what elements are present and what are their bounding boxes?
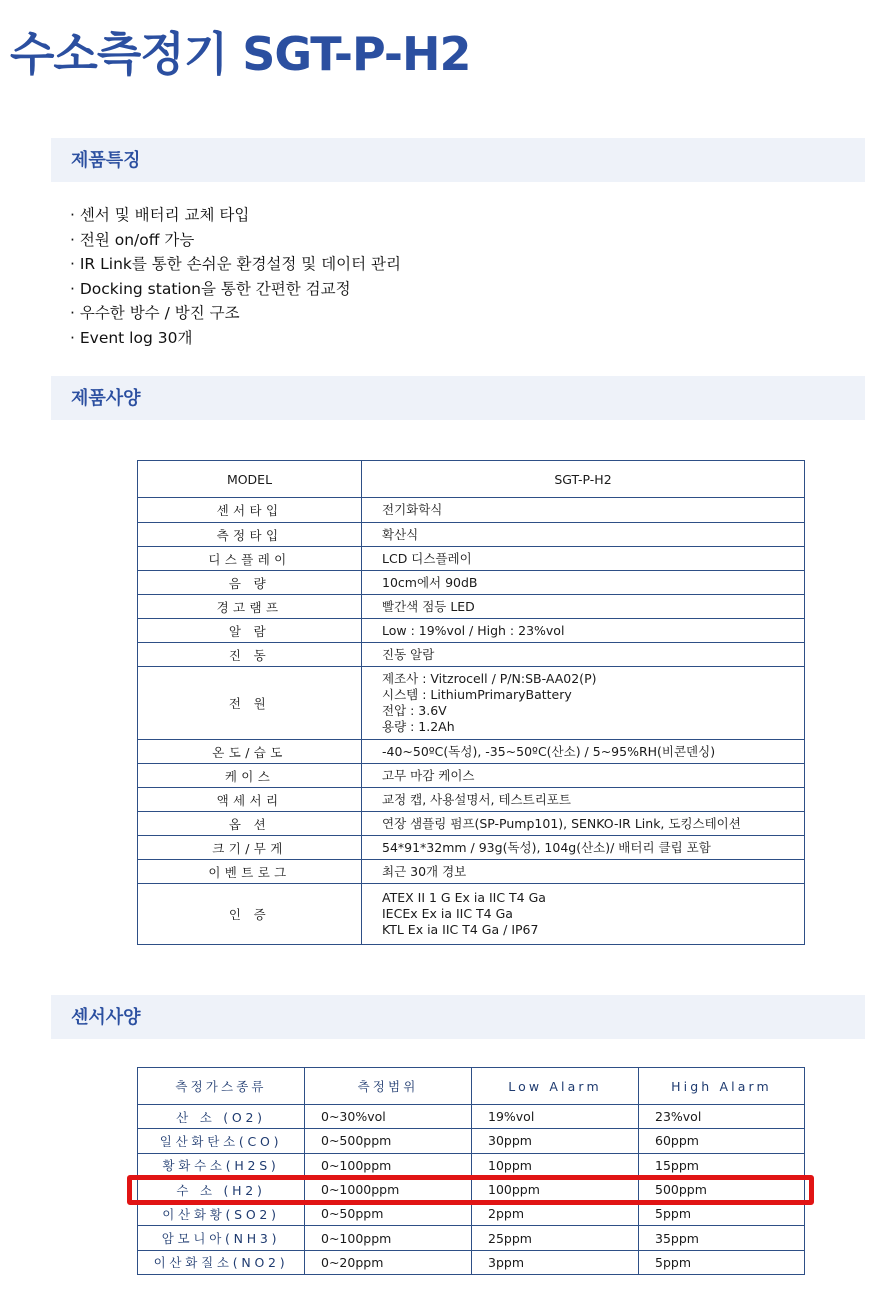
spec-value — [362, 595, 805, 619]
sensor-row — [138, 1153, 805, 1177]
sensor-range: 0~1000ppm — [305, 1177, 472, 1201]
sensor-low-alarm: 3ppm — [472, 1250, 639, 1274]
spec-value — [362, 498, 805, 523]
spec-value — [362, 836, 805, 860]
spec-value-line: 진동 알람 — [382, 646, 435, 662]
spec-header-model: MODEL — [138, 461, 362, 498]
spec-header-row — [138, 461, 805, 498]
spec-label: 음 량 — [138, 571, 362, 595]
sensor-gas: 수 소 (H2) — [138, 1177, 305, 1201]
sensor-header-gas: 측정가스종류 — [138, 1068, 305, 1105]
spec-label: 이벤트로그 — [138, 860, 362, 884]
spec-row — [138, 812, 805, 836]
sensor-header-low-alarm: Low Alarm — [472, 1068, 639, 1105]
spec-value-line: 54*91*32mm / 93g(독성), 104g(산소)/ 배터리 클립 포함 — [382, 839, 711, 855]
highlight-box — [127, 1175, 814, 1205]
spec-value-line: 전기화학식 — [382, 502, 443, 517]
sensor-gas: 암모니아(NH3) — [138, 1226, 305, 1250]
spec-row — [138, 619, 805, 643]
section-spec-heading: 제품사양 — [51, 376, 865, 420]
sensor-header-high-alarm: High Alarm — [639, 1068, 805, 1105]
spec-value — [362, 860, 805, 884]
spec-row — [138, 667, 805, 740]
sensor-high-alarm: 5ppm — [639, 1250, 805, 1274]
spec-value-line: -40~50ºC(독성), -35~50ºC(산소) / 5~95%RH(비콘덴싱) — [382, 743, 716, 759]
feature-item: · IR Link를 통한 손쉬운 환경설정 및 데이터 관리 — [70, 255, 401, 273]
sensor-row — [138, 1250, 805, 1274]
spec-value — [362, 667, 805, 740]
spec-value-line: 연장 샘플링 펌프(SP-Pump101), SENKO-IR Link, 도킹스테이션 — [382, 815, 741, 831]
spec-row — [138, 860, 805, 884]
sensor-row — [138, 1105, 805, 1129]
spec-label: 인 증 — [138, 884, 362, 945]
spec-value — [362, 884, 805, 945]
spec-header-value: SGT-P-H2 — [362, 461, 805, 498]
spec-value-line: 용량 : 1.2Ah — [382, 719, 455, 734]
sensor-high-alarm: 23%vol — [639, 1105, 805, 1129]
sensor-high-alarm: 35ppm — [639, 1226, 805, 1250]
sensor-range: 0~50ppm — [305, 1202, 472, 1226]
spec-label: 알 람 — [138, 619, 362, 643]
section-sensor-heading: 센서사양 — [51, 995, 865, 1039]
spec-value-line: 최근 30개 경보 — [382, 863, 467, 879]
feature-item: · 센서 및 배터리 교체 타입 — [70, 206, 250, 224]
feature-item: · Event log 30개 — [70, 328, 193, 347]
sensor-header-row — [138, 1068, 805, 1105]
spec-row — [138, 788, 805, 812]
spec-label: 진 동 — [138, 643, 362, 667]
page-title: 수소측정기 SGT-P-H2 — [10, 27, 471, 81]
sensor-gas: 산 소 (O2) — [138, 1105, 305, 1129]
feature-list — [70, 203, 401, 350]
sensor-gas: 일산화탄소(CO) — [138, 1129, 305, 1153]
spec-value-line: IECEx Ex ia IIC T4 Ga — [382, 906, 513, 921]
spec-value — [362, 619, 805, 643]
sensor-row — [138, 1226, 805, 1250]
sensor-gas: 이산화질소(NO2) — [138, 1250, 305, 1274]
spec-row — [138, 764, 805, 788]
sensor-range: 0~100ppm — [305, 1226, 472, 1250]
sensor-low-alarm: 2ppm — [472, 1202, 639, 1226]
sensor-row — [138, 1129, 805, 1153]
feature-item: · 전원 on/off 가능 — [70, 230, 195, 249]
feature-item: · 우수한 방수 / 방진 구조 — [70, 304, 240, 322]
sensor-gas: 황화수소(H2S) — [138, 1153, 305, 1177]
sensor-high-alarm: 500ppm — [639, 1177, 805, 1201]
spec-value-line: 확산식 — [382, 526, 419, 542]
spec-value-line: 제조사 : Vitzrocell / P/N:SB-AA02(P) — [382, 671, 597, 686]
sensor-low-alarm: 100ppm — [472, 1177, 639, 1201]
spec-value-line: 교정 캡, 사용설명서, 테스트리포트 — [382, 791, 571, 807]
spec-value-line: 10cm에서 90dB — [382, 574, 478, 590]
spec-value — [362, 812, 805, 836]
sensor-header-range: 측정범위 — [305, 1068, 472, 1105]
spec-value — [362, 643, 805, 667]
sensor-table — [137, 1067, 805, 1275]
spec-value — [362, 547, 805, 571]
spec-label: 액세서리 — [138, 788, 362, 812]
sensor-low-alarm: 19%vol — [472, 1105, 639, 1129]
spec-row — [138, 595, 805, 619]
spec-value-line: 시스템 : LithiumPrimaryBattery — [382, 687, 572, 702]
spec-label: 케이스 — [138, 764, 362, 788]
spec-row — [138, 740, 805, 764]
sensor-range: 0~500ppm — [305, 1129, 472, 1153]
spec-label: 디스플레이 — [138, 547, 362, 571]
spec-label: 경고램프 — [138, 595, 362, 619]
spec-label: 크기/무게 — [138, 836, 362, 860]
sensor-high-alarm: 60ppm — [639, 1129, 805, 1153]
spec-value-line: KTL Ex ia IIC T4 Ga / IP67 — [382, 922, 539, 937]
spec-row — [138, 498, 805, 523]
spec-row — [138, 643, 805, 667]
spec-row — [138, 884, 805, 945]
sensor-gas: 이산화황(SO2) — [138, 1202, 305, 1226]
sensor-range: 0~100ppm — [305, 1153, 472, 1177]
spec-value — [362, 764, 805, 788]
sensor-high-alarm: 15ppm — [639, 1153, 805, 1177]
spec-label: 전 원 — [138, 667, 362, 740]
sensor-range: 0~20ppm — [305, 1250, 472, 1274]
sensor-high-alarm: 5ppm — [639, 1202, 805, 1226]
sensor-low-alarm: 10ppm — [472, 1153, 639, 1177]
spec-row — [138, 836, 805, 860]
spec-row — [138, 523, 805, 547]
sensor-low-alarm: 25ppm — [472, 1226, 639, 1250]
spec-value-line: 전압 : 3.6V — [382, 703, 447, 718]
spec-value — [362, 571, 805, 595]
spec-row — [138, 571, 805, 595]
spec-value-line: Low : 19%vol / High : 23%vol — [382, 622, 565, 638]
sensor-low-alarm: 30ppm — [472, 1129, 639, 1153]
spec-value-line: ATEX II 1 G Ex ia IIC T4 Ga — [382, 890, 546, 905]
section-features-heading: 제품특징 — [51, 138, 865, 182]
spec-label: 온도/습도 — [138, 740, 362, 764]
spec-value-line: 고무 마감 케이스 — [382, 767, 475, 783]
feature-item: · Docking station을 통한 간편한 검교정 — [70, 279, 351, 298]
spec-value — [362, 788, 805, 812]
spec-label: 옵 션 — [138, 812, 362, 836]
spec-value-line: 빨간색 점등 LED — [382, 598, 475, 614]
spec-table — [137, 460, 805, 945]
spec-label: 측정타입 — [138, 523, 362, 547]
sensor-range: 0~30%vol — [305, 1105, 472, 1129]
spec-value — [362, 740, 805, 764]
spec-label: 센서타입 — [138, 498, 362, 523]
spec-value — [362, 523, 805, 547]
sensor-row — [138, 1202, 805, 1226]
spec-row — [138, 547, 805, 571]
spec-value-line: LCD 디스플레이 — [382, 550, 472, 566]
